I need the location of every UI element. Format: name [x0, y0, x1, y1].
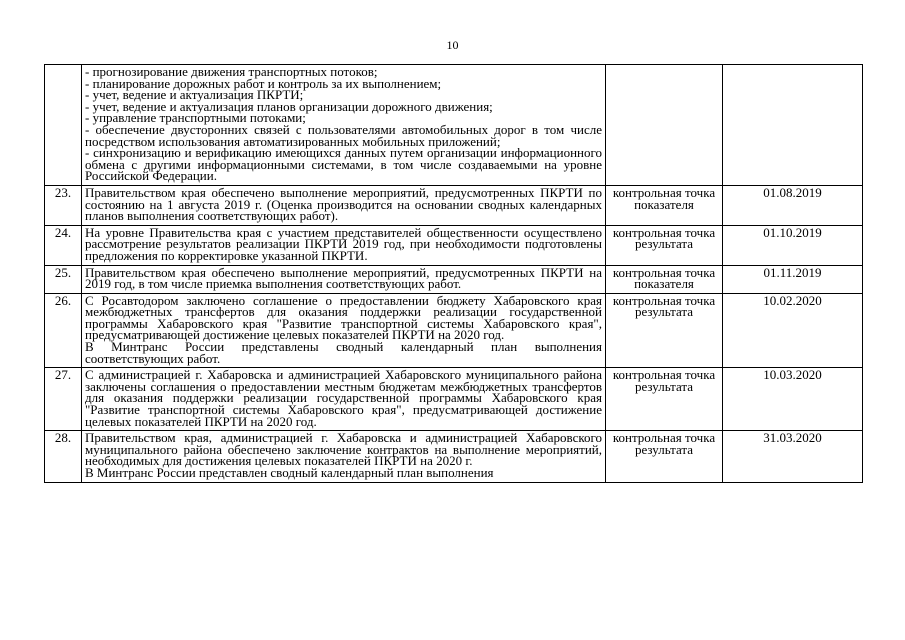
list-item: - синхронизацию и верификацию имеющихся данных путем организации информационного обмена с другими информационными системами, в том числе создаваемыми на уровне Российской Федерации.: [85, 145, 602, 184]
list-item: - учет, ведение и актуализация планов организации дорожного движения;: [85, 98, 493, 114]
row-paragraph: С Росавтодором заключено соглашение о предоставлении бюджету Хабаровского края межбюджетных трансфертов для оказания поддержки реализации государственной программы Хабаровского края "Развитие транспортной системы Хабаровского края", предусматривающей достижение целевых показателей ПКРТИ на 2020 год.: [85, 293, 602, 343]
row-kind: контрольная точка результата: [606, 225, 723, 265]
table-row: [45, 293, 863, 368]
row-paragraph: В Минтранс России представлены сводный календарный план выполнения соответствующих работ.: [85, 339, 602, 366]
control-points-table: [44, 64, 863, 483]
table-row: [45, 185, 863, 225]
row-number-cell: [45, 65, 82, 186]
list-item: - обеспечение двусторонних связей с пользователями автомобильных дорог в том числе посредством использования автоматизированных мобильных приложений;: [85, 121, 602, 149]
table-row-continuation: [45, 65, 863, 186]
row-paragraph: В Минтранс России представлен сводный календарный план выполнения: [85, 465, 494, 480]
row-kind: контрольная точка результата: [606, 368, 723, 431]
table-row: [45, 368, 863, 431]
row-paragraph: Правительством края, администрацией г. Хабаровска и администрацией Хабаровского муниципального района обеспечено заключение контрактов на выполнение мероприятий, необходимых для достижения целевых показателей ПКРТИ на 2020 г.: [85, 430, 602, 469]
row-description: [82, 185, 606, 225]
row-number: 26.: [45, 293, 82, 368]
row-number: 24.: [45, 225, 82, 265]
list-item: - прогнозирование движения транспортных потоков;: [85, 64, 378, 79]
row-paragraph: На уровне Правительства края с участием представителей общественности осуществлено рассмотрение результатов реализации ПКРТИ 2019 год, при необходимости подготовлены предложения по корректировке указанной ПКРТИ.: [85, 225, 602, 263]
row-number: 27.: [45, 368, 82, 431]
row-kind: контрольная точка результата: [606, 293, 723, 368]
row-paragraph: Правительством края обеспечено выполнение мероприятий, предусмотренных ПКРТИ на 2019 год, в том числе приемка выполнения соответствующих работ.: [85, 265, 602, 292]
row-date-cell: [723, 65, 863, 186]
row-kind: контрольная точка показателя: [606, 265, 723, 293]
page-number: 10: [446, 38, 459, 52]
row-paragraph: С администрацией г. Хабаровска и администрацией Хабаровского муниципального района заключены соглашения о предоставлении местным бюджетам межбюджетных трансфертов для оказания поддержки реализации государственной программы Хабаровского края "Развитие транспортной системы Хабаровского края", предусматривающей достижение целевых показателей ПКРТИ на 2020 год.: [85, 367, 602, 429]
list-item: - планирование дорожных работ и контроль за их выполнением;: [85, 75, 442, 91]
row-paragraph: Правительством края обеспечено выполнение мероприятий, предусмотренных ПКРТИ по состоянию на 1 августа 2019 г. (Оценка производится на основании сводных календарных планов выполнения соответствующих работ).: [85, 185, 602, 224]
row-date: 10.03.2020: [723, 368, 863, 431]
row-description: [82, 293, 606, 368]
row-date: 01.08.2019: [723, 185, 863, 225]
row-date: 01.11.2019: [723, 265, 863, 293]
row-description: [82, 368, 606, 431]
row-number: 23.: [45, 185, 82, 225]
row-number: 28.: [45, 431, 82, 482]
row-kind: контрольная точка показателя: [606, 185, 723, 225]
table-row: [45, 431, 863, 482]
table-row: [45, 225, 863, 265]
table-row: [45, 265, 863, 293]
row-date: 01.10.2019: [723, 225, 863, 265]
row-date: 10.02.2020: [723, 293, 863, 368]
row-description: [82, 225, 606, 265]
row-description: [82, 431, 606, 482]
list-item: - учет, ведение и актуализация ПКРТИ;: [85, 87, 304, 103]
row-description: [82, 265, 606, 293]
row-kind-cell: [606, 65, 723, 186]
row-date: 31.03.2020: [723, 431, 863, 482]
row-kind: контрольная точка результата: [606, 431, 723, 482]
row-number: 25.: [45, 265, 82, 293]
row-description-cell: [82, 65, 606, 186]
list-item: - управление транспортными потоками;: [85, 110, 306, 126]
